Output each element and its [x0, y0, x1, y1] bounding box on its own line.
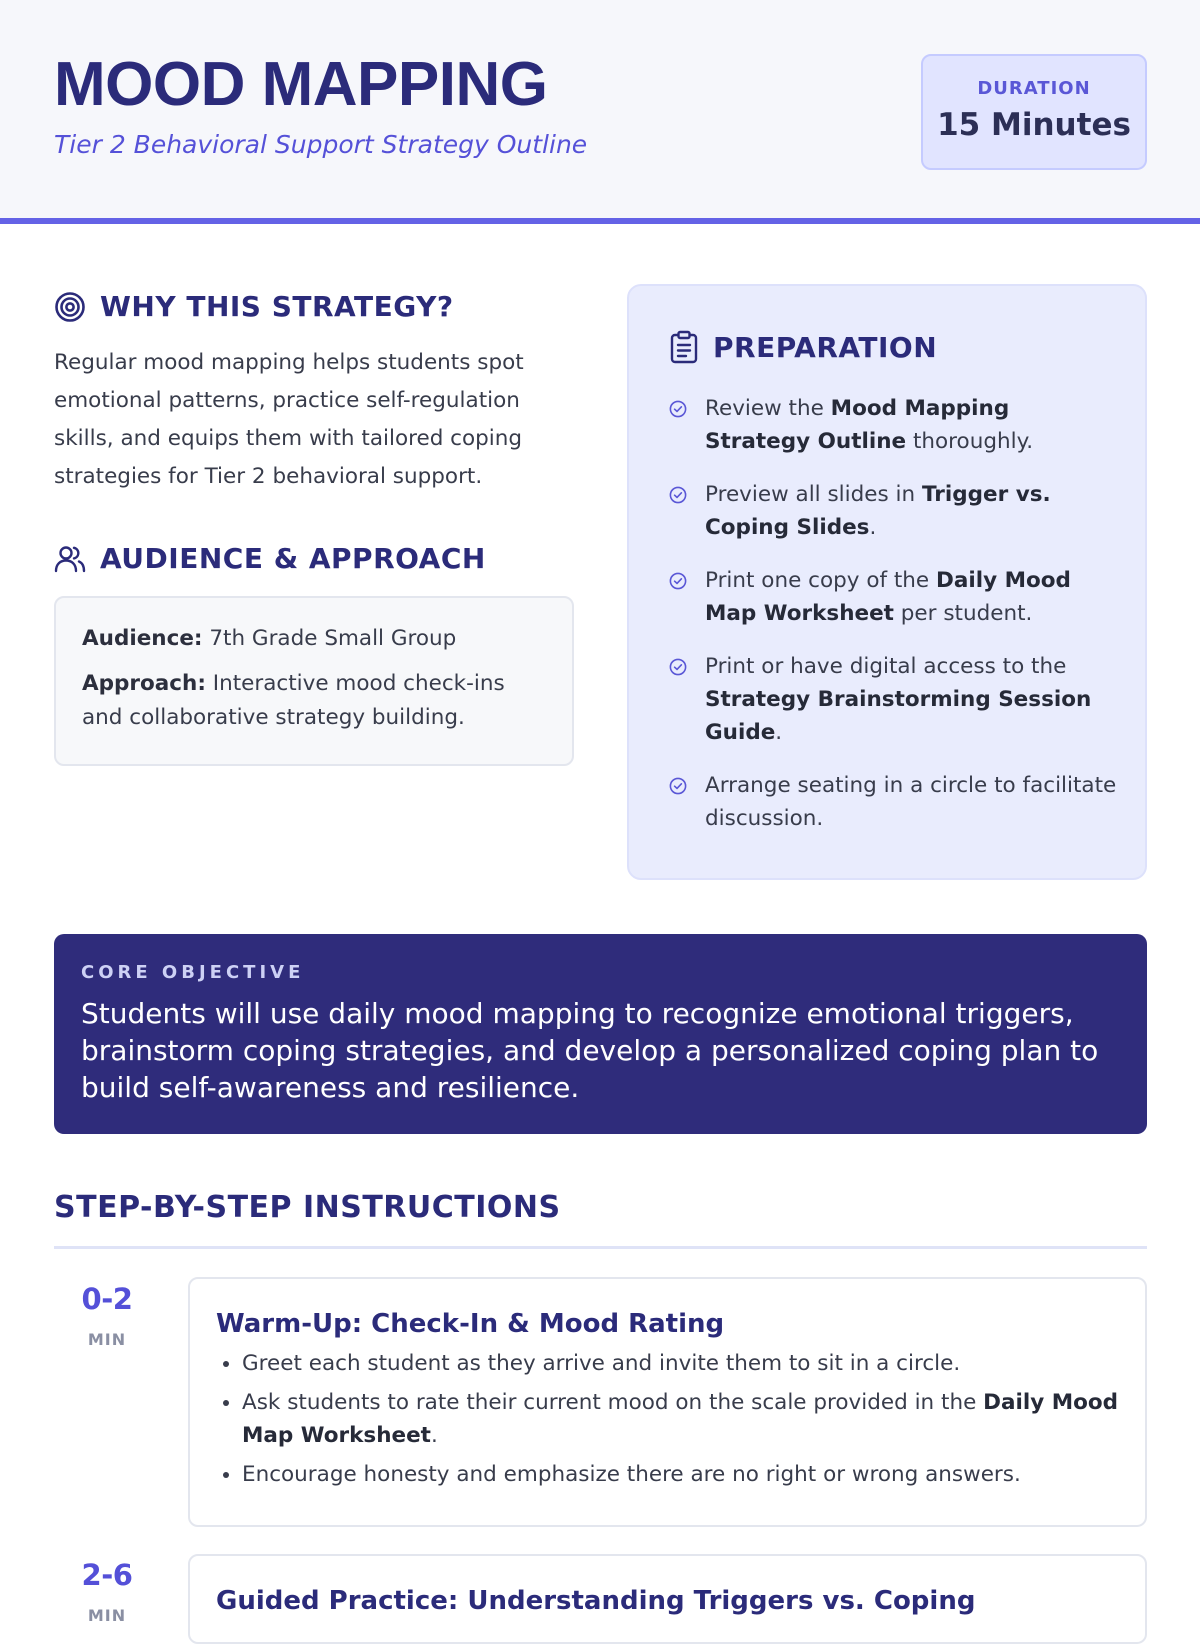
preparation-item: [669, 650, 1119, 749]
audience-heading: [54, 542, 486, 575]
preparation-item-bold: Trigger vs. Coping Slides: [705, 482, 1051, 540]
preparation-item-text-end: thoroughly.: [906, 429, 1034, 454]
check-circle-icon: [669, 486, 687, 504]
step-bullet: [242, 1347, 1119, 1380]
step-bullet-text: Encourage honesty and emphasize there are no right or wrong answers.: [242, 1462, 1021, 1487]
audience-heading-text: AUDIENCE & APPROACH: [100, 542, 486, 575]
objective-label: CORE OBJECTIVE: [81, 962, 305, 983]
step-bullet-text: Ask students to rate their current mood on the scale provided in the: [242, 1390, 984, 1415]
preparation-item: [669, 392, 1119, 458]
step-time: [52, 1282, 162, 1349]
preparation-item-text-end: .: [775, 720, 783, 745]
check-circle-icon: [669, 400, 687, 418]
preparation-heading: [669, 330, 937, 364]
preparation-item-bold: Mood Mapping Strategy Outline: [705, 396, 1010, 454]
objective-text: Students will use daily mood mapping to recognize emotional triggers, brainstorm coping strategies, and develop a personalized coping plan to build self-awareness and resilience.: [81, 997, 1099, 1104]
page-subtitle: Tier 2 Behavioral Support Strategy Outline: [54, 130, 588, 159]
clipboard-icon: [669, 330, 699, 364]
page-header: [0, 0, 1200, 224]
audience-label: Audience:: [82, 626, 203, 651]
audience-card: [54, 596, 574, 766]
preparation-item-text: Preview all slides in: [705, 482, 922, 507]
why-heading: [54, 290, 454, 323]
step-bullet-text-end: .: [430, 1423, 438, 1448]
step-time-range: 0-2: [81, 1282, 133, 1316]
preparation-item-text: Review the: [705, 396, 831, 421]
preparation-heading-text: PREPARATION: [713, 330, 938, 364]
preparation-card: [627, 284, 1147, 880]
step-bullet: [242, 1386, 1119, 1452]
steps-heading: STEP-BY-STEP INSTRUCTIONS: [54, 1190, 561, 1225]
preparation-item-text: Print or have digital access to the: [705, 654, 1067, 679]
approach-label: Approach:: [82, 671, 206, 696]
step-time-unit: MIN: [87, 1330, 127, 1349]
preparation-item-bold: Strategy Brainstorming Session Guide: [705, 687, 1092, 745]
check-circle-icon: [669, 658, 687, 676]
duration-badge: [921, 54, 1147, 170]
step-time-range: 2-6: [81, 1558, 133, 1592]
step-card: [188, 1554, 1147, 1644]
audience-line: [82, 622, 546, 656]
step-bullet-bold: Daily Mood Map Worksheet: [242, 1390, 1119, 1448]
preparation-item-text: Arrange seating in a circle to facilitate discussion.: [705, 773, 1117, 831]
target-icon: [54, 291, 86, 323]
preparation-item: [669, 564, 1119, 630]
preparation-item-text-end: per student.: [893, 601, 1033, 626]
step-bullet: [242, 1458, 1119, 1491]
preparation-item-text: Print one copy of the: [705, 568, 936, 593]
page-title: MOOD MAPPING: [54, 50, 548, 119]
preparation-item: [669, 478, 1119, 544]
step-title: Guided Practice: Understanding Triggers vs. Coping: [216, 1586, 976, 1616]
step-time: [52, 1558, 162, 1625]
preparation-list: [669, 392, 1119, 855]
step-time-unit: MIN: [87, 1606, 127, 1625]
step-bullets: [216, 1347, 1119, 1491]
audience-value: 7th Grade Small Group: [202, 626, 457, 651]
duration-value: 15 Minutes: [937, 107, 1131, 143]
preparation-item-text-end: .: [869, 515, 877, 540]
step-bullet-text: Greet each student as they arrive and invite them to sit in a circle.: [242, 1351, 961, 1376]
steps-divider: [54, 1246, 1147, 1249]
approach-line: [82, 667, 546, 735]
step-title: Warm-Up: Check-In & Mood Rating: [216, 1309, 725, 1339]
users-icon: [54, 543, 86, 575]
why-text: Regular mood mapping helps students spot emotional patterns, practice self-regulation skills, and equips them with tailored coping strategies for Tier 2 behavioral support.: [54, 350, 524, 489]
why-heading-text: WHY THIS STRATEGY?: [100, 290, 454, 323]
core-objective-banner: [54, 934, 1147, 1134]
step-card: [188, 1277, 1147, 1527]
check-circle-icon: [669, 777, 687, 795]
preparation-item-bold: Daily Mood Map Worksheet: [705, 568, 1071, 626]
approach-value: Interactive mood check-ins and collaborative strategy building.: [82, 671, 505, 730]
preparation-item: [669, 769, 1119, 835]
check-circle-icon: [669, 572, 687, 590]
duration-label: DURATION: [977, 78, 1091, 99]
